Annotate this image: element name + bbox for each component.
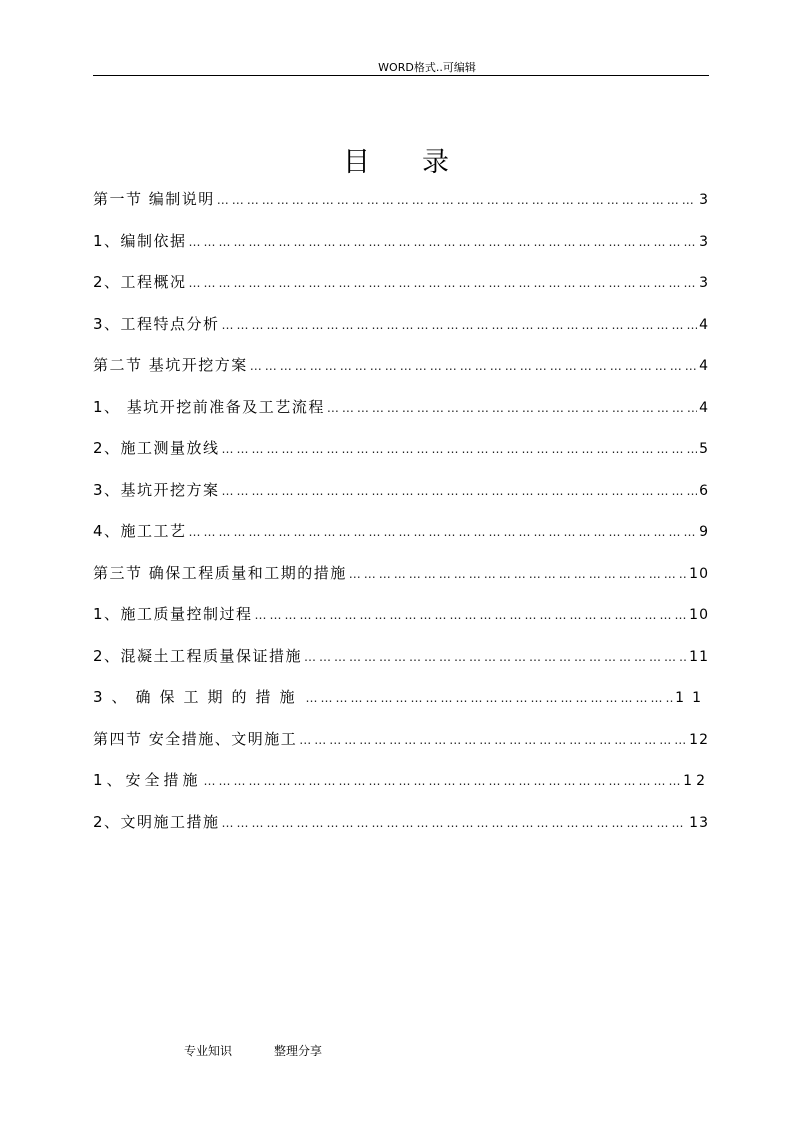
- toc-entry-page: 4: [699, 316, 709, 333]
- toc-leader-dots: [222, 484, 698, 498]
- toc-entry-label: 3、基坑开挖方案: [93, 480, 220, 499]
- toc-leader-dots: [349, 567, 687, 581]
- toc-entry-page: 3: [699, 233, 709, 250]
- toc-entry-label: 4、施工工艺: [93, 522, 187, 540]
- toc-entry[interactable]: [93, 603, 709, 627]
- toc-leader-dots: [327, 401, 697, 415]
- toc-entry[interactable]: [93, 769, 709, 793]
- toc-entry-label: 第三节 确保工程质量和工期的措施: [93, 563, 347, 582]
- toc-title-char-1: 目: [343, 147, 372, 178]
- toc-leader-dots: [222, 816, 688, 830]
- toc-entry[interactable]: [93, 313, 709, 337]
- toc-entry-page: 12: [689, 731, 709, 748]
- page-footer: [184, 1042, 322, 1059]
- toc-leader-dots: [217, 193, 697, 207]
- toc-entry[interactable]: [93, 437, 709, 461]
- toc-title-char-2: 录: [422, 147, 451, 178]
- toc-entry[interactable]: [93, 230, 709, 254]
- toc-entry-page: 3: [699, 275, 709, 291]
- toc-entry[interactable]: [93, 645, 709, 669]
- toc-leader-dots: [255, 608, 688, 622]
- footer-right-text: 整理分享: [274, 1044, 323, 1058]
- toc-leader-dots: [304, 650, 687, 664]
- toc-entry-label: 1、编制依据: [93, 231, 187, 250]
- header-divider: [93, 75, 709, 76]
- toc-entry-label: 2、施工测量放线: [93, 439, 220, 457]
- toc-leader-dots: [204, 774, 682, 788]
- toc-leader-dots: [306, 691, 674, 705]
- toc-entry[interactable]: [93, 188, 709, 212]
- toc-leader-dots: [189, 276, 698, 290]
- toc-leader-dots: [222, 318, 698, 332]
- toc-entry-page: 6: [699, 482, 709, 499]
- toc-entry-label: 第四节 安全措施、文明施工: [93, 729, 298, 748]
- toc-entry[interactable]: [93, 271, 709, 295]
- toc-entry-label: 2、文明施工措施: [93, 812, 220, 831]
- footer-left-text: 专业知识: [184, 1044, 233, 1058]
- toc-entry-page: 4: [699, 358, 709, 374]
- toc-entry-page: 10: [689, 565, 709, 582]
- toc-entry-label: 2、工程概况: [93, 273, 187, 291]
- toc-entry-page: 3: [699, 192, 709, 208]
- toc-entry[interactable]: [93, 354, 709, 378]
- toc-entry-label: 第一节 编制说明: [93, 190, 215, 208]
- toc-entry-label: 3、工程特点分析: [93, 314, 220, 333]
- toc-leader-dots: [222, 442, 698, 456]
- page-header: WORD格式..可编辑: [378, 61, 476, 74]
- toc-leader-dots: [250, 359, 697, 373]
- toc-entry[interactable]: [93, 479, 709, 503]
- toc-leader-dots: [189, 235, 698, 249]
- toc-entry-page: 13: [689, 814, 709, 831]
- toc-entry-page: 11: [675, 690, 709, 706]
- toc-title: [0, 140, 794, 179]
- toc-entry-label: 2、混凝土工程质量保证措施: [93, 646, 303, 665]
- toc-entry-label: 1、 基坑开挖前准备及工艺流程: [93, 397, 325, 416]
- toc-entry-page: 12: [683, 773, 709, 789]
- toc-leader-dots: [189, 525, 698, 539]
- toc-entry-label: 1、安全措施: [93, 771, 202, 789]
- toc-entry[interactable]: [93, 520, 709, 544]
- toc-entry[interactable]: [93, 396, 709, 420]
- toc-entry-page: 9: [699, 524, 709, 540]
- toc-entry[interactable]: [93, 686, 709, 710]
- toc-entry-page: 5: [699, 441, 709, 457]
- toc-entry[interactable]: [93, 562, 709, 586]
- toc-entry-label: 1、施工质量控制过程: [93, 605, 253, 623]
- toc-entry-page: 4: [699, 399, 709, 416]
- toc-leader-dots: [299, 733, 687, 747]
- toc-entry[interactable]: [93, 728, 709, 752]
- toc-entry-label: 3、确保工期的措施: [93, 688, 304, 706]
- toc-entry-page: 11: [689, 648, 709, 665]
- toc-entry-page: 10: [689, 607, 709, 623]
- toc-entry[interactable]: [93, 811, 709, 835]
- toc-entry-label: 第二节 基坑开挖方案: [93, 356, 248, 374]
